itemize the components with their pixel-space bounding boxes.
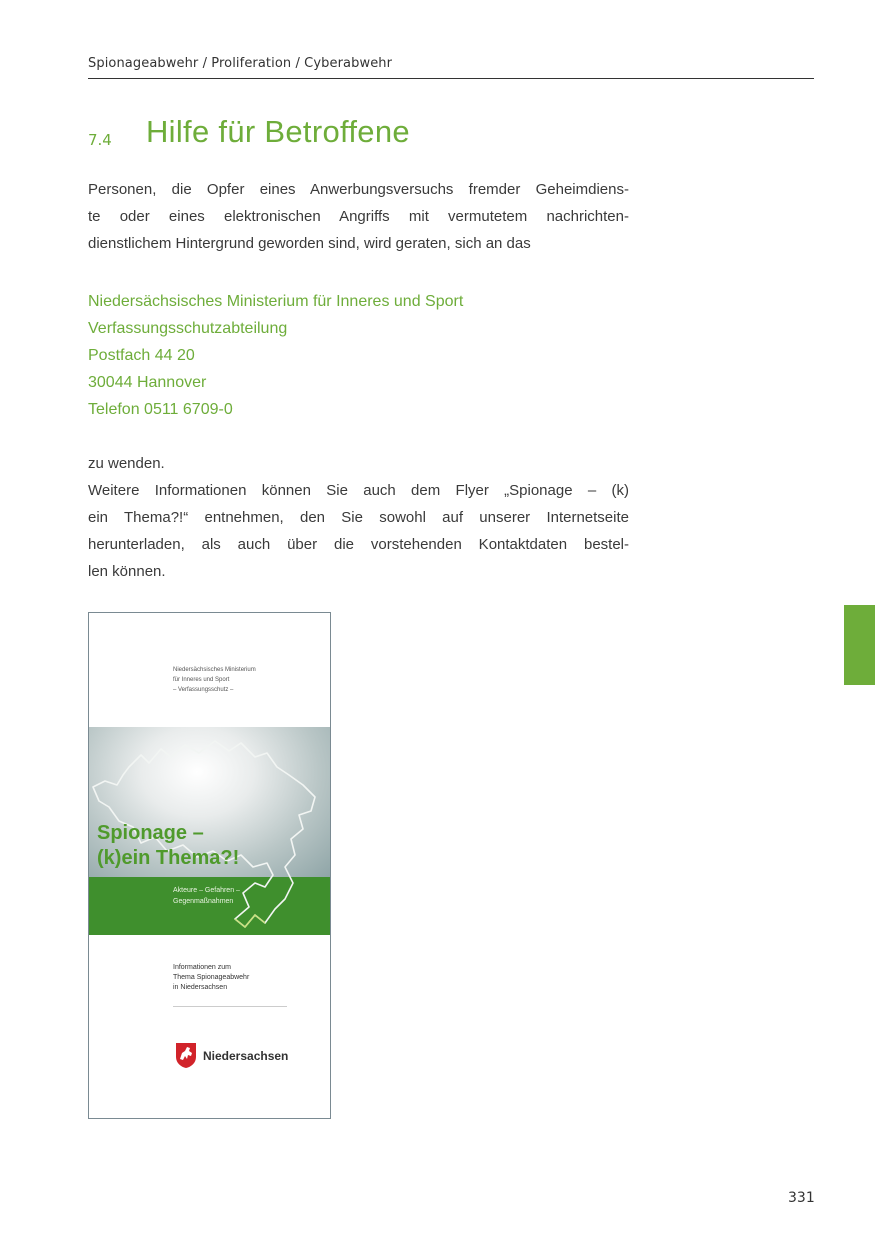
header-rule xyxy=(88,78,814,79)
page-number: 331 xyxy=(788,1190,815,1206)
flyer-image xyxy=(88,612,331,1119)
contact-address xyxy=(88,288,463,423)
outro-paragraph xyxy=(88,450,629,585)
flyer-logo-text: Niedersachsen xyxy=(203,1049,289,1063)
intro-line: Personen, die Opfer eines Anwerbungsversuchs fremder Geheimdiens- xyxy=(88,181,629,198)
flyer-subtitle-line: Gegenmaßnahmen xyxy=(173,898,234,905)
flyer-ministry-line: – Verfassungsschutz – xyxy=(173,687,234,693)
outro-line: len können. xyxy=(88,563,166,580)
outro-line: Weitere Informationen können Sie auch dem Flyer „Spionage – (k) xyxy=(88,482,629,499)
flyer-ministry-line: Niedersächsisches Ministerium xyxy=(173,667,256,673)
flyer-info-line: Informationen zum xyxy=(173,964,231,971)
outro-line: zu wenden. xyxy=(88,455,165,472)
chapter-side-tab xyxy=(844,605,875,685)
flyer-subtitle xyxy=(173,885,240,907)
flyer-info-line: in Niedersachsen xyxy=(173,984,228,991)
flyer-title-line: (k)ein Thema?! xyxy=(97,847,240,869)
section-number: 7.4 xyxy=(88,131,112,149)
flyer-subtitle-line: Akteure – Gefahren – xyxy=(173,887,240,894)
section-title: Hilfe für Betroffene xyxy=(146,114,410,149)
flyer-info xyxy=(173,963,249,993)
running-head: Spionageabwehr / Proliferation / Cyberabwehr xyxy=(88,56,393,71)
intro-line: te oder eines elektronischen Angriffs mit vermutetem nachrichten- xyxy=(88,208,629,225)
flyer-info-line: Thema Spionageabwehr xyxy=(173,974,250,981)
address-line: Verfassungsschutzabteilung xyxy=(88,320,288,337)
address-line: Niedersächsisches Ministerium für Inneres und Sport xyxy=(88,293,464,310)
flyer-ministry xyxy=(173,665,256,695)
intro-paragraph xyxy=(88,176,629,257)
flyer-title xyxy=(97,821,239,871)
address-line: Postfach 44 20 xyxy=(88,347,195,364)
intro-line: dienstlichem Hintergrund geworden sind, wird geraten, sich an das xyxy=(88,235,531,252)
outro-line: herunterladen, als auch über die vorstehenden Kontaktdaten bestel- xyxy=(88,536,629,553)
flyer-divider xyxy=(173,1006,287,1007)
address-line: 30044 Hannover xyxy=(88,374,207,391)
flyer-ministry-line: für Inneres und Sport xyxy=(173,677,230,683)
flyer-title-line: Spionage – xyxy=(97,822,204,844)
niedersachsen-horse-logo-icon xyxy=(174,1041,198,1069)
address-line: Telefon 0511 6709-0 xyxy=(88,401,233,418)
outro-line: ein Thema?!“ entnehmen, den Sie sowohl auf unserer Internetseite xyxy=(88,509,629,526)
